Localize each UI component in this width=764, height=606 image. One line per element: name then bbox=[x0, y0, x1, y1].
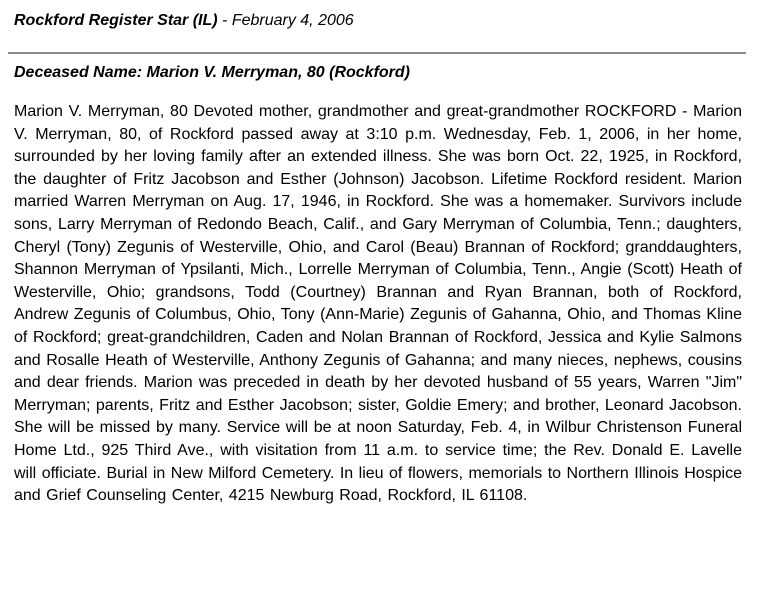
header-divider bbox=[8, 52, 746, 54]
publication-name: Rockford Register Star (IL) bbox=[14, 12, 218, 29]
obituary-text: Marion V. Merryman, 80 Devoted mother, grandmother and great-grandmother ROCKFORD - Marion V. Merryman, 80, of Rockford passed away at 3:10 p.m. Wednesday, Feb. 1, 2006, in her home, surrounded by her loving family after an extended illness. She was born Oct. 22, 1925, in Rockford, the daughter of Fritz Jacobson and Esther (Johnson) Jacobson. Lifetime Rockford resident. Marion married Warren Merryman on Aug. 17, 1946, in Rockford. She was a homemaker. Survivors include sons, Larry Merryman of Redondo Beach, Calif., and Gary Merryman of Columbia, Tenn.; daughters, Cheryl (Tony) Zegunis of Westerville, Ohio, and Carol (Beau) Brannan of Rockford; granddaughters, Shannon Merryman of Ypsilanti, Mich., Lorrelle Merryman of Columbia, Tenn., Angie (Scott) Heath of Westerville, Ohio; grandsons, Todd (Courtney) Brannan and Ryan Brannan, both of Rockford, Andrew Zegunis of Columbus, Ohio, Tony (Ann-Marie) Zegunis of Gahanna, Ohio, and Thomas Kline of Rockford; great-grandchildren, Caden and Nolan Brannan of Rockford, Jessica and Kylie Salmons and Rosalle Heath of Westerville, Anthony Zegunis of Gahanna; and many nieces, nephews, cousins and dear friends. Marion was preceded in death by her devoted husband of 55 years, Warren "Jim" Merryman; parents, Fritz and Esther Jacobson; sister, Goldie Emery; and brother, Leonard Jacobson. She will be missed by many. Service will be at noon Saturday, Feb. 4, in Wilbur Christenson Funeral Home Ltd., 925 Third Ave., with visitation from 11 a.m. to service time; the Rev. Donald E. Lavelle will officiate. Burial in New Milford Cemetery. In lieu of flowers, memorials to Northern Illinois Hospice and Grief Counseling Center, 4215 Newburg Road, Rockford, IL 61108. bbox=[14, 103, 742, 505]
deceased-name-heading: Deceased Name: Marion V. Merryman, 80 (Rockford) bbox=[14, 64, 410, 81]
publication-date: February 4, 2006 bbox=[231, 12, 354, 29]
publication-header bbox=[14, 12, 354, 30]
header-separator: - bbox=[217, 12, 232, 29]
